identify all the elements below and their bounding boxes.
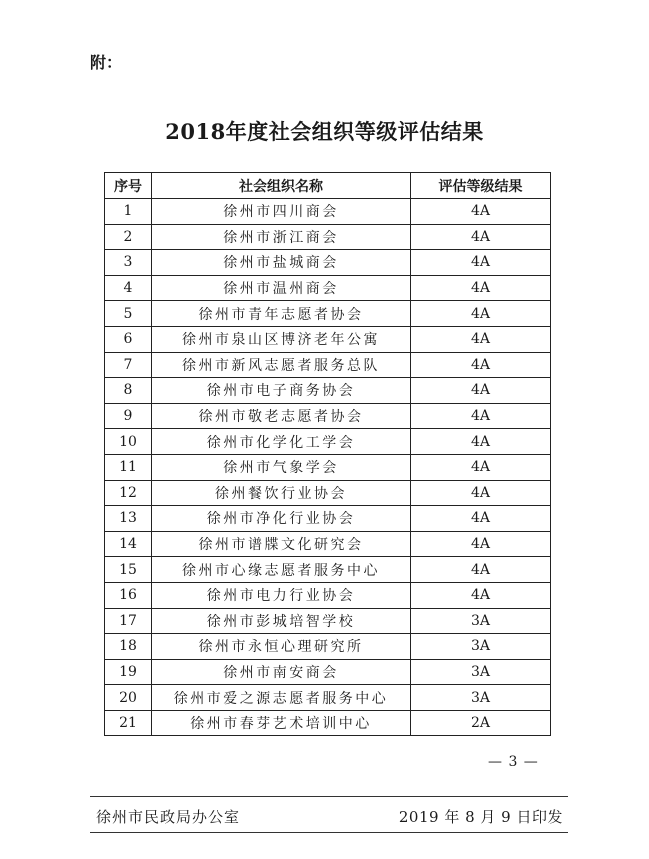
row-number: 17 (105, 608, 152, 634)
table-row (105, 301, 551, 327)
row-grade: 4A (411, 250, 551, 276)
row-grade: 4A (411, 454, 551, 480)
page-number: — 3 — (488, 754, 539, 770)
row-grade: 4A (411, 531, 551, 557)
table-row (105, 608, 551, 634)
row-organization-name: 徐州市春芽艺术培训中心 (152, 710, 411, 736)
row-organization-name: 徐州市永恒心理研究所 (152, 634, 411, 660)
row-number: 2 (105, 224, 152, 250)
row-organization-name: 徐州市四川商会 (152, 199, 411, 225)
row-grade: 4A (411, 403, 551, 429)
row-grade: 3A (411, 608, 551, 634)
row-number: 6 (105, 326, 152, 352)
row-organization-name: 徐州市泉山区博济老年公寓 (152, 326, 411, 352)
row-grade: 4A (411, 429, 551, 455)
row-grade: 4A (411, 557, 551, 583)
table-row (105, 429, 551, 455)
row-organization-name: 徐州市南安商会 (152, 659, 411, 685)
row-grade: 4A (411, 301, 551, 327)
row-grade: 3A (411, 659, 551, 685)
row-organization-name: 徐州市谱牒文化研究会 (152, 531, 411, 557)
row-grade: 4A (411, 506, 551, 532)
table-row (105, 378, 551, 404)
row-number: 5 (105, 301, 152, 327)
table-row (105, 403, 551, 429)
table-row (105, 710, 551, 736)
table-row (105, 659, 551, 685)
row-number: 12 (105, 480, 152, 506)
row-organization-name: 徐州市温州商会 (152, 275, 411, 301)
footer-print-date: 2019 年 8 月 9 日印发 (398, 808, 563, 826)
row-organization-name: 徐州市敬老志愿者协会 (152, 403, 411, 429)
row-number: 21 (105, 710, 152, 736)
row-grade: 4A (411, 352, 551, 378)
row-number: 7 (105, 352, 152, 378)
row-organization-name: 徐州市新风志愿者服务总队 (152, 352, 411, 378)
row-number: 18 (105, 634, 152, 660)
document-title: 2018年度社会组织等级评估结果 (165, 119, 484, 144)
row-number: 10 (105, 429, 152, 455)
row-organization-name: 徐州市净化行业协会 (152, 506, 411, 532)
table-row (105, 685, 551, 711)
row-grade: 4A (411, 224, 551, 250)
table-row (105, 224, 551, 250)
table-row (105, 582, 551, 608)
row-grade: 4A (411, 275, 551, 301)
table-row (105, 352, 551, 378)
table-header-row (105, 173, 551, 199)
row-organization-name: 徐州市爱之源志愿者服务中心 (152, 685, 411, 711)
row-grade: 4A (411, 378, 551, 404)
row-number: 19 (105, 659, 152, 685)
table-row (105, 557, 551, 583)
row-organization-name: 徐州市电力行业协会 (152, 582, 411, 608)
row-number: 4 (105, 275, 152, 301)
row-grade: 3A (411, 634, 551, 660)
row-number: 9 (105, 403, 152, 429)
row-number: 1 (105, 199, 152, 225)
footer-top-rule (90, 796, 568, 797)
attachment-label: 附： (90, 53, 123, 72)
row-number: 11 (105, 454, 152, 480)
row-number: 13 (105, 506, 152, 532)
row-organization-name: 徐州市彭城培智学校 (152, 608, 411, 634)
table-row (105, 480, 551, 506)
row-organization-name: 徐州市化学化工学会 (152, 429, 411, 455)
footer-issuing-office: 徐州市民政局办公室 (96, 808, 241, 826)
row-organization-name: 徐州市电子商务协会 (152, 378, 411, 404)
header-number: 序号 (105, 173, 152, 199)
row-number: 16 (105, 582, 152, 608)
table-row (105, 634, 551, 660)
row-number: 15 (105, 557, 152, 583)
row-number: 20 (105, 685, 152, 711)
row-organization-name: 徐州市浙江商会 (152, 224, 411, 250)
row-number: 3 (105, 250, 152, 276)
header-grade: 评估等级结果 (411, 173, 551, 199)
row-grade: 4A (411, 582, 551, 608)
row-grade: 3A (411, 685, 551, 711)
row-number: 14 (105, 531, 152, 557)
table-row (105, 250, 551, 276)
header-organization-name: 社会组织名称 (152, 173, 411, 199)
row-organization-name: 徐州餐饮行业协会 (152, 480, 411, 506)
table-row (105, 326, 551, 352)
footer-bottom-rule (90, 832, 568, 833)
row-organization-name: 徐州市气象学会 (152, 454, 411, 480)
row-number: 8 (105, 378, 152, 404)
table-row (105, 506, 551, 532)
row-organization-name: 徐州市青年志愿者协会 (152, 301, 411, 327)
results-table (104, 172, 551, 736)
table-row (105, 531, 551, 557)
table-row (105, 199, 551, 225)
row-organization-name: 徐州市心缘志愿者服务中心 (152, 557, 411, 583)
row-grade: 4A (411, 326, 551, 352)
row-grade: 4A (411, 199, 551, 225)
row-grade: 2A (411, 710, 551, 736)
row-organization-name: 徐州市盐城商会 (152, 250, 411, 276)
table-row (105, 275, 551, 301)
table-row (105, 454, 551, 480)
row-grade: 4A (411, 480, 551, 506)
